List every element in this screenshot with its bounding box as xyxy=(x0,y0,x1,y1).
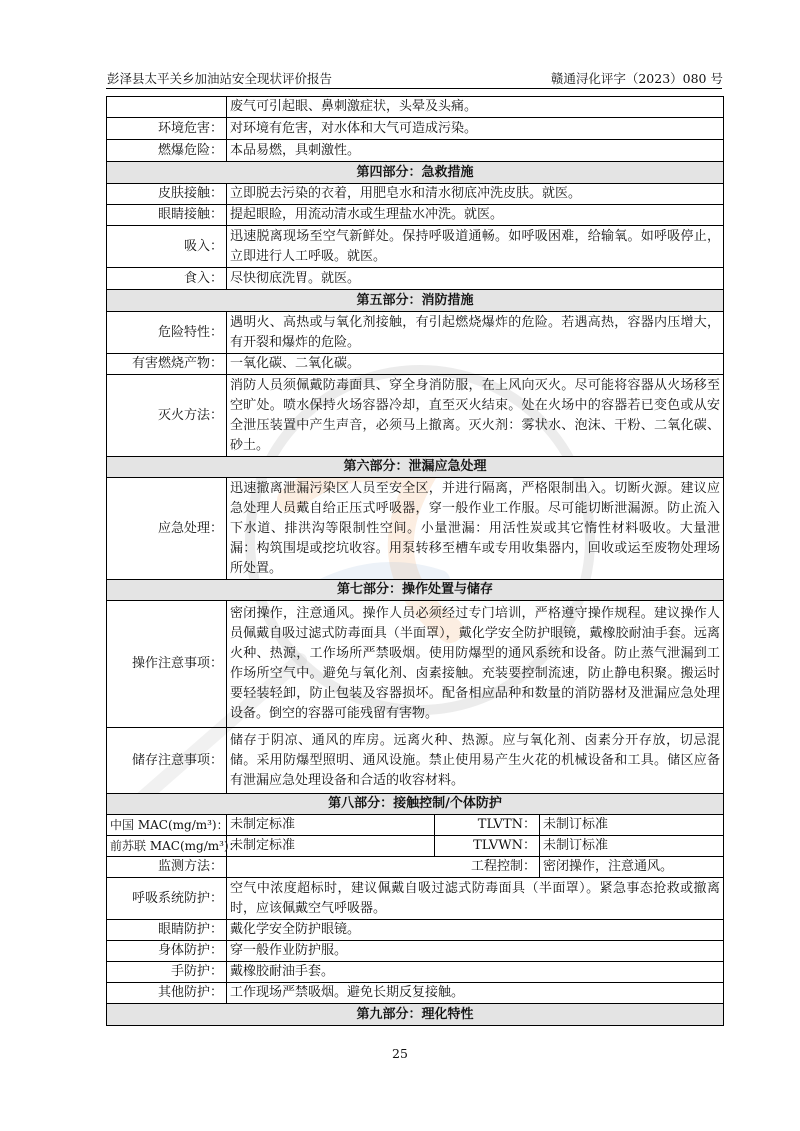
table-row xyxy=(107,97,724,118)
row-text: 废气可引起眼、鼻刺激症状，头晕及头痛。 xyxy=(227,97,724,118)
extinguishing-method-text: 消防人员须佩戴防毒面具、穿全身消防服，在上风向灭火。尽可能将容器从火场移至空旷处。喷水保持火场容器冷却，直至灭火结束。处在火场中的容器若已变色或从安全泄压装置中产生声音，必须马上撤离。灭火剂：雾状水、泡沫、干粉、二氧化碳、砂土。 xyxy=(227,375,724,457)
table-row xyxy=(107,815,724,836)
hazard-characteristics-label: 危险特性： xyxy=(107,312,227,354)
handling-precautions-text: 密闭操作，注意通风。操作人员必须经过专门培训，严格遵守操作规程。建议操作人员佩戴自吸过滤式防毒面具（半面罩），戴化学安全防护眼镜，戴橡胶耐油手套。远离火种、热源，工作场所严禁吸烟。使用防爆型的通风系统和设备。防止蒸气泄漏到工作场所空气中。避免与氧化剂、卤素接触。充装要控制流速，防止静电积聚。搬运时要轻装轻卸，防止包装及容器损坏。配备相应品种和数量的消防器材及泄漏应急处理设备。倒空的容器可能残留有害物。 xyxy=(227,601,724,728)
soviet-mac-label: 前苏联 MAC(mg/m³)： xyxy=(107,836,227,857)
table-row xyxy=(107,312,724,354)
table-row xyxy=(107,601,724,728)
tlvwn-label: TLVWN： xyxy=(435,836,540,857)
table-row xyxy=(107,962,724,983)
section-heading-spill-response: 第六部分：泄漏应急处理 xyxy=(107,457,724,478)
ingestion-text: 尽快彻底洗胃。就医。 xyxy=(227,268,724,290)
table-row xyxy=(107,140,724,162)
eye-protection-label: 眼睛防护： xyxy=(107,920,227,941)
skin-contact-text: 立即脱去污染的衣着，用肥皂水和清水彻底冲洗皮肤。就医。 xyxy=(227,184,724,205)
explosion-hazard-label: 燃爆危险： xyxy=(107,140,227,162)
eye-contact-text: 提起眼睑，用流动清水或生理盐水冲洗。就医。 xyxy=(227,205,724,226)
storage-precautions-label: 储存注意事项： xyxy=(107,728,227,794)
engineering-control-label: 工程控制： xyxy=(435,857,540,878)
monitoring-method-label: 监测方法： xyxy=(107,857,227,878)
combustion-products-text: 一氧化碳、二氧化碳。 xyxy=(227,354,724,375)
table-row xyxy=(107,268,724,290)
header-rule xyxy=(106,88,722,89)
table-row xyxy=(107,941,724,962)
storage-precautions-text: 储存于阴凉、通风的库房。远离火种、热源。应与氧化剂、卤素分开存放，切忌混储。采用防爆型照明、通风设施。禁止使用易产生火花的机械设备和工具。储区应备有泄漏应急处理设备和合适的收容材料。 xyxy=(227,728,724,794)
table-row xyxy=(107,836,724,857)
china-mac-value: 未制定标准 xyxy=(227,815,435,836)
handling-precautions-label: 操作注意事项： xyxy=(107,601,227,728)
body-protection-text: 穿一般作业防护服。 xyxy=(227,941,724,962)
body-protection-label: 身体防护： xyxy=(107,941,227,962)
respiratory-protection-text: 空气中浓度超标时，建议佩戴自吸过滤式防毒面具（半面罩）。紧急事态抢救或撤离时，应该佩戴空气呼吸器。 xyxy=(227,878,724,920)
header-report-number: 赣通浔化评字（2023）080 号 xyxy=(550,71,723,86)
table-row xyxy=(107,205,724,226)
hazard-characteristics-text: 遇明火、高热或与氧化剂接触，有引起燃烧爆炸的危险。若遇高热，容器内压增大，有开裂和爆炸的危险。 xyxy=(227,312,724,354)
hand-protection-text: 戴橡胶耐油手套。 xyxy=(227,962,724,983)
table-row xyxy=(107,354,724,375)
table-row xyxy=(107,983,724,1004)
environment-hazard-text: 对环境有危害，对水体和大气可造成污染。 xyxy=(227,118,724,140)
soviet-mac-value: 未制定标准 xyxy=(227,836,435,857)
inhalation-label: 吸入： xyxy=(107,226,227,268)
tlvwn-value: 未制订标准 xyxy=(540,836,724,857)
tlvtn-value: 未制订标准 xyxy=(540,815,724,836)
section-heading-firefighting: 第五部分：消防措施 xyxy=(107,290,724,312)
table-row xyxy=(107,226,724,268)
skin-contact-label: 皮肤接触： xyxy=(107,184,227,205)
table-row xyxy=(107,184,724,205)
combustion-products-label: 有害燃烧产物： xyxy=(107,354,227,375)
header-report-title: 彭泽县太平关乡加油站安全现状评价报告 xyxy=(107,71,333,86)
environment-hazard-label: 环境危害： xyxy=(107,118,227,140)
china-mac-label: 中国 MAC(mg/m³)： xyxy=(107,815,227,836)
row-label xyxy=(107,97,227,118)
section-heading-exposure-controls: 第八部分：接触控制/个体防护 xyxy=(107,794,724,815)
table-row xyxy=(107,118,724,140)
table-row xyxy=(107,857,724,878)
hand-protection-label: 手防护： xyxy=(107,962,227,983)
explosion-hazard-text: 本品易燃，具刺激性。 xyxy=(227,140,724,162)
inhalation-text: 迅速脱离现场至空气新鲜处。保持呼吸道通畅。如呼吸困难，给输氧。如呼吸停止，立即进行人工呼吸。就医。 xyxy=(227,226,724,268)
emergency-handling-text: 迅速撤离泄漏污染区人员至安全区，并进行隔离，严格限制出入。切断火源。建议应急处理人员戴自给正压式呼吸器，穿一般作业工作服。尽可能切断泄漏源。防止流入下水道、排洪沟等限制性空间。小量泄漏：用活性炭或其它惰性材料吸收。大量泄漏：构筑围堤或挖坑收容。用泵转移至槽车或专用收集器内，回收或运至废物处理场所处置。 xyxy=(227,478,724,580)
page-number: 25 xyxy=(392,1046,408,1061)
other-protection-label: 其他防护： xyxy=(107,983,227,1004)
eye-contact-label: 眼睛接触： xyxy=(107,205,227,226)
other-protection-text: 工作现场严禁吸烟。避免长期反复接触。 xyxy=(227,983,724,1004)
extinguishing-method-label: 灭火方法： xyxy=(107,375,227,457)
table-row xyxy=(107,728,724,794)
table-row xyxy=(107,478,724,580)
emergency-handling-label: 应急处理： xyxy=(107,478,227,580)
section-heading-first-aid: 第四部分：急救措施 xyxy=(107,162,724,184)
respiratory-protection-label: 呼吸系统防护： xyxy=(107,878,227,920)
section-heading-physical-properties: 第九部分：理化特性 xyxy=(107,1004,724,1026)
tlvtn-label: TLVTN： xyxy=(435,815,540,836)
engineering-control-value: 密闭操作，注意通风。 xyxy=(540,857,724,878)
eye-protection-text: 戴化学安全防护眼镜。 xyxy=(227,920,724,941)
table-row xyxy=(107,375,724,457)
msds-table xyxy=(106,96,724,1026)
table-row xyxy=(107,920,724,941)
ingestion-label: 食入： xyxy=(107,268,227,290)
section-heading-handling-storage: 第七部分：操作处置与储存 xyxy=(107,580,724,601)
table-row xyxy=(107,878,724,920)
monitoring-method-value xyxy=(227,857,435,878)
